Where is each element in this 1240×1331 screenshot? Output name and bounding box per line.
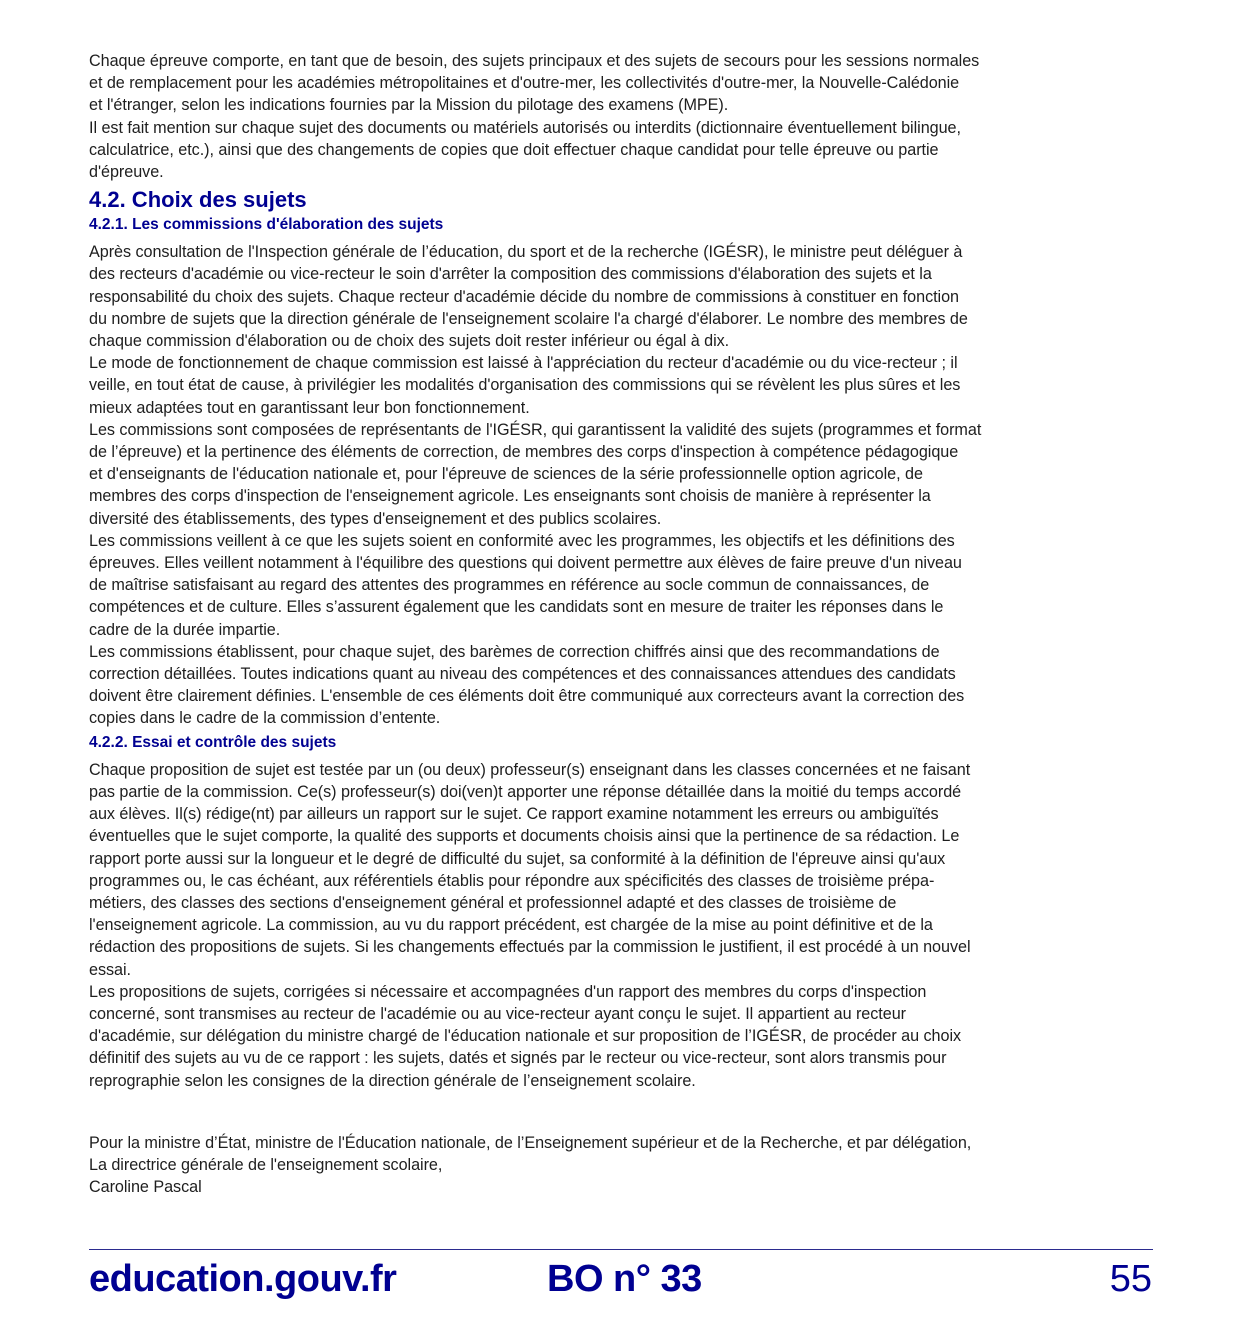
subsection-heading: 4.2.2. Essai et contrôle des sujets — [89, 733, 337, 751]
text-line: Chaque épreuve comporte, en tant que de besoin, des sujets principaux et des sujets de secours pour les sessions normales — [89, 52, 980, 70]
text-line: et l'étranger, selon les indications fournies par la Mission du pilotage des examens (MPE). — [89, 96, 729, 115]
subsection-2-body — [89, 759, 1153, 1092]
subsection-heading: 4.2.1. Les commissions d'élaboration des sujets — [89, 216, 444, 234]
text-line: Il est fait mention sur chaque sujet des documents ou matériels autorisés ou interdits (dictionnaire éventuellement bilingue, — [89, 118, 961, 137]
text-line: programmes ou, le cas échéant, aux référentiels établis pour répondre aux spécificités des classes de troisième prépa- — [89, 871, 935, 890]
text-line: Les commissions veillent à ce que les sujets soient en conformité avec les programmes, les objectifs et les définitions des — [89, 531, 955, 550]
text-line: de l’épreuve) et la pertinence des éléments de correction, de membres des corps d'inspection à compétence pédagogique — [89, 443, 959, 462]
signature-line: Pour la ministre d’État, ministre de l'Éducation nationale, de l’Enseignement supérieur et de la Recherche, et par délégation, — [89, 1133, 972, 1152]
text-line: d'épreuve. — [89, 163, 164, 182]
text-line: correction détaillées. Toutes indications quant au niveau des compétences et des connaissances attendues des candidats — [89, 665, 956, 684]
text-line: et d'enseignants de l'éducation nationale et, pour l'épreuve de sciences de la série professionnelle option agricole, de — [89, 465, 923, 484]
text-line: chaque commission d'élaboration ou de choix des sujets doit rester inférieur ou égal à dix. — [89, 332, 730, 351]
text-line: éventuelles que le sujet comporte, la qualité des supports et documents choisis ainsi que la pertinence de sa rédaction. Le — [89, 827, 960, 846]
document-page — [89, 50, 1153, 1198]
text-line: rédaction des propositions de sujets. Si les changements effectués par la commission le justifient, il est procédé à un nouvel — [89, 938, 971, 957]
text-line: aux élèves. Il(s) rédige(nt) par ailleurs un rapport sur le sujet. Ce rapport examine notamment les erreurs ou ambiguïtés — [89, 805, 939, 824]
text-line: d'académie, sur délégation du ministre chargé de l'éducation nationale et sur proposition de l’IGÉSR, de procéder au choix — [89, 1027, 962, 1046]
footer-page-number: 55 — [1109, 1258, 1152, 1300]
footer-divider — [89, 1249, 1153, 1250]
text-line: et de remplacement pour les académies métropolitaines et d'outre-mer, les collectivités d'outre-mer, la Nouvelle-Calédonie — [89, 74, 960, 93]
section-heading: 4.2. Choix des sujets — [89, 187, 307, 213]
text-line: épreuves. Elles veillent notamment à l'équilibre des questions qui doivent permettre aux élèves de faire preuve d'un niveau — [89, 554, 962, 573]
footer-site-link[interactable]: education.gouv.fr — [89, 1258, 397, 1300]
text-line: Chaque proposition de sujet est testée par un (ou deux) professeur(s) enseignant dans les classes concernées et ne faisant — [89, 760, 971, 779]
text-line: Après consultation de l'Inspection générale de l’éducation, du sport et de la recherche (IGÉSR), le ministre peut déléguer à — [89, 243, 963, 262]
text-line: l'enseignement agricole. La commission, au vu du rapport précédent, est chargée de la mise au point définitive et de la — [89, 916, 933, 935]
text-line: des recteurs d'académie ou vice-recteur le soin d'arrêter la composition des commissions d'élaboration des sujets et la — [89, 265, 932, 284]
text-line: cadre de la durée impartie. — [89, 620, 281, 639]
text-line: calculatrice, etc.), ainsi que des changements de copies que doit effectuer chaque candidat pour telle épreuve ou partie — [89, 140, 939, 159]
text-line: responsabilité du choix des sujets. Chaque recteur d'académie décide du nombre de commissions à constituer en fonction — [89, 287, 960, 306]
text-line: de maîtrise satisfaisant au regard des attentes des programmes en référence au socle commun de connaissances, de — [89, 576, 930, 595]
text-line: Les commissions établissent, pour chaque sujet, des barèmes de correction chiffrés ainsi que des recommandations de — [89, 642, 940, 661]
text-line: Le mode de fonctionnement de chaque commission est laissé à l'appréciation du recteur d'académie ou du vice-recteur ; il — [89, 354, 958, 373]
text-line: pas partie de la commission. Ce(s) professeur(s) doi(ven)t apporter une réponse détaillée dans la moitié du temps accordé — [89, 782, 962, 801]
text-line: mieux adaptées tout en garantissant leur bon fonctionnement. — [89, 398, 530, 417]
text-line: copies dans le cadre de la commission d’entente. — [89, 709, 441, 728]
text-line: Les commissions sont composées de représentants de l'IGÉSR, qui garantissent la validité des sujets (programmes et format — [89, 420, 982, 439]
signature-line: La directrice générale de l'enseignement scolaire, — [89, 1155, 443, 1174]
signatory-name: Caroline Pascal — [89, 1178, 202, 1197]
text-line: essai. — [89, 960, 131, 979]
text-line: compétences et de culture. Elles s’assurent également que les candidats sont en mesure de traiter les réponses dans le — [89, 598, 944, 617]
text-line: concerné, sont transmises au recteur de l'académie ou au vice-recteur ayant conçu le sujet. Il appartient au recteur — [89, 1004, 906, 1023]
text-line: membres des corps d'inspection de l'enseignement agricole. Les enseignants sont choisis de manière à représenter la — [89, 487, 931, 506]
text-line: Les propositions de sujets, corrigées si nécessaire et accompagnées d'un rapport des membres du corps d'inspection — [89, 982, 927, 1001]
intro-paragraphs — [89, 50, 1153, 183]
signature-block — [89, 1132, 1153, 1199]
subsection-1-body — [89, 241, 1153, 729]
footer-bulletin-number: BO n° 33 — [547, 1258, 702, 1300]
text-line: reprographie selon les consignes de la direction générale de l’enseignement scolaire. — [89, 1071, 696, 1090]
text-line: métiers, des classes des sections d'enseignement général et professionnel adapté et des classes de troisième de — [89, 893, 897, 912]
text-line: diversité des établissements, des types d'enseignement et des publics scolaires. — [89, 509, 662, 528]
text-line: définitif des sujets au vu de ce rapport : les sujets, datés et signés par le recteur ou vice-recteur, sont alors transmis pour — [89, 1049, 947, 1068]
text-line: rapport porte aussi sur la longueur et le degré de difficulté du sujet, sa conformité à la définition de l'épreuve ainsi qu'aux — [89, 849, 946, 868]
text-line: doivent être clairement définies. L'ensemble de ces éléments doit être communiqué aux correcteurs avant la correction des — [89, 687, 965, 706]
text-line: veille, en tout état de cause, à privilégier les modalités d'organisation des commissions qui se révèlent les plus sûres et les — [89, 376, 961, 395]
text-line: du nombre de sujets que la direction générale de l'enseignement scolaire l'a chargé d'élaborer. Le nombre des membres de — [89, 309, 968, 328]
